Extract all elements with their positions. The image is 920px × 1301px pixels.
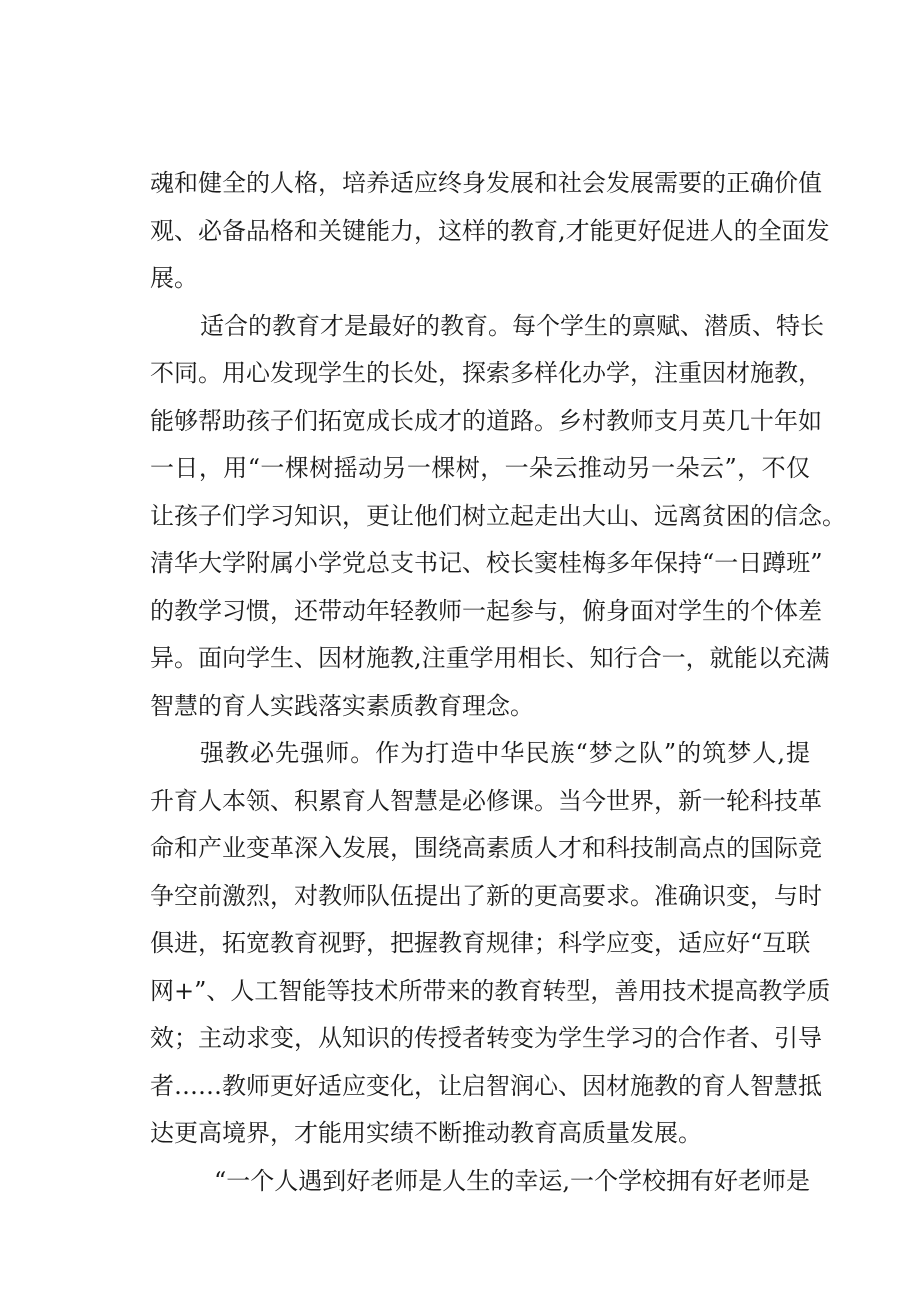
text-line: 展。 xyxy=(150,264,198,292)
paragraph-start-line: 适合的教育才是最好的教育。每个学生的禀赋、潜质、特长 xyxy=(200,311,824,340)
paragraph-start-line: “一个人遇到好老师是人生的幸运,一个学校拥有好老师是 xyxy=(214,1166,810,1195)
text-line: 异。面向学生、因材施教,注重学用相长、知行合一，就能以充满 xyxy=(150,644,830,672)
text-line: 魂和健全的人格，培养适应终身发展和社会发展需要的正确价值 xyxy=(150,169,822,197)
text-line: 命和产业变革深入发展，围绕高素质人才和科技制高点的国际竞 xyxy=(150,834,822,862)
text-line: 让孩子们学习知识，更让他们树立起走出大山、远离贫困的信念。 xyxy=(150,501,846,530)
body-text xyxy=(150,160,846,1205)
text-line: 观、必备品格和关键能力，这样的教育,才能更好促进人的全面发 xyxy=(150,216,830,245)
paragraph-start-line: 强教必先强师。作为打造中华民族“梦之队”的筑梦人,提 xyxy=(200,739,810,767)
text-line: 者……教师更好适应变化，让启智润心、因材施教的育人智慧抵 xyxy=(150,1071,822,1100)
text-line: 争空前激烈，对教师队伍提出了新的更高要求。准确识变，与时 xyxy=(150,881,822,910)
text-line: 效；主动求变，从知识的传授者转变为学生学习的合作者、引导 xyxy=(150,1024,822,1052)
text-line: 一日，用“一棵树摇动另一棵树，一朵云推动另一朵云”，不仅 xyxy=(150,454,810,482)
text-line: 升育人本领、积累育人智慧是必修课。当今世界，新一轮科技革 xyxy=(150,786,822,815)
text-line: 不同。用心发现学生的长处，探索多样化办学，注重因材施教， xyxy=(150,359,822,387)
text-line: 达更高境界，才能用实绩不断推动教育高质量发展。 xyxy=(150,1119,702,1147)
text-line: 智慧的育人实践落实素质教育理念。 xyxy=(150,691,534,720)
text-line: 的教学习惯，还带动年轻教师一起参与，俯身面对学生的个体差 xyxy=(150,596,822,625)
text-line: 能够帮助孩子们拓宽成长成才的道路。乡村教师支月英几十年如 xyxy=(150,406,822,435)
text-line: 网+”、人工智能等技术所带来的教育转型，善用技术提高教学质 xyxy=(150,976,831,1005)
text-line: 清华大学附属小学党总支书记、校长窦桂梅多年保持“一日蹲班” xyxy=(150,549,823,577)
text-line: 俱进，拓宽教育视野，把握教育规律；科学应变，适应好“互联 xyxy=(150,929,811,957)
